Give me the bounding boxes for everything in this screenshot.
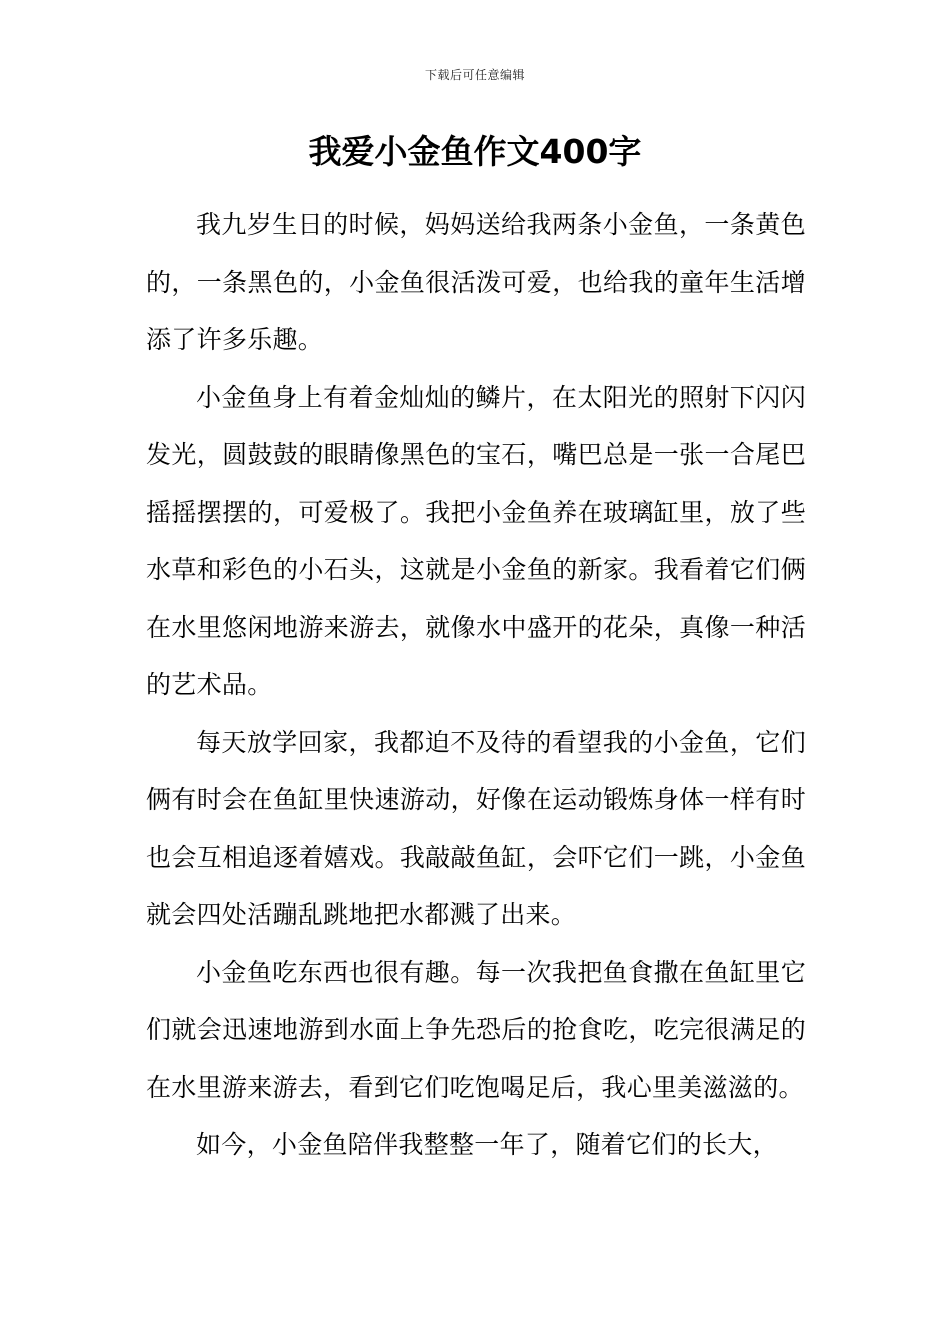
- paragraph-3: 每天放学回家，我都迫不及待的看望我的小金鱼，它们俩有时会在鱼缸里快速游动，好像在运动锻炼身体一样有时也会互相追逐着嬉戏。我敲敲鱼缸，会吓它们一跳，小金鱼就会四处活蹦乱跳地把水都溅了出来。: [146, 727, 806, 929]
- paragraph-1: 我九岁生日的时候，妈妈送给我两条小金鱼，一条黄色的，一条黑色的，小金鱼很活泼可爱，也给我的童年生活增添了许多乐趣。: [146, 210, 806, 354]
- essay-body: [146, 196, 806, 1174]
- page-title: 我爱小金鱼作文400字: [308, 132, 642, 171]
- header-note: 下载后可任意编辑: [424, 68, 525, 82]
- paragraph-4: 小金鱼吃东西也很有趣。每一次我把鱼食撒在鱼缸里它们就会迅速地游到水面上争先恐后的抢食吃，吃完很满足的在水里游来游去，看到它们吃饱喝足后，我心里美滋滋的。: [146, 957, 806, 1102]
- paragraph-2: 小金鱼身上有着金灿灿的鳞片，在太阳光的照射下闪闪发光，圆鼓鼓的眼睛像黑色的宝石，嘴巴总是一张一合尾巴摇摇摆摆的，可爱极了。我把小金鱼养在玻璃缸里，放了些水草和彩色的小石头，这就是小金鱼的新家。我看着它们俩在水里悠闲地游来游去，就像水中盛开的花朵，真像一种活的艺术品。: [146, 382, 806, 699]
- paragraph-5: 如今，小金鱼陪伴我整整一年了，随着它们的长大，: [196, 1130, 778, 1159]
